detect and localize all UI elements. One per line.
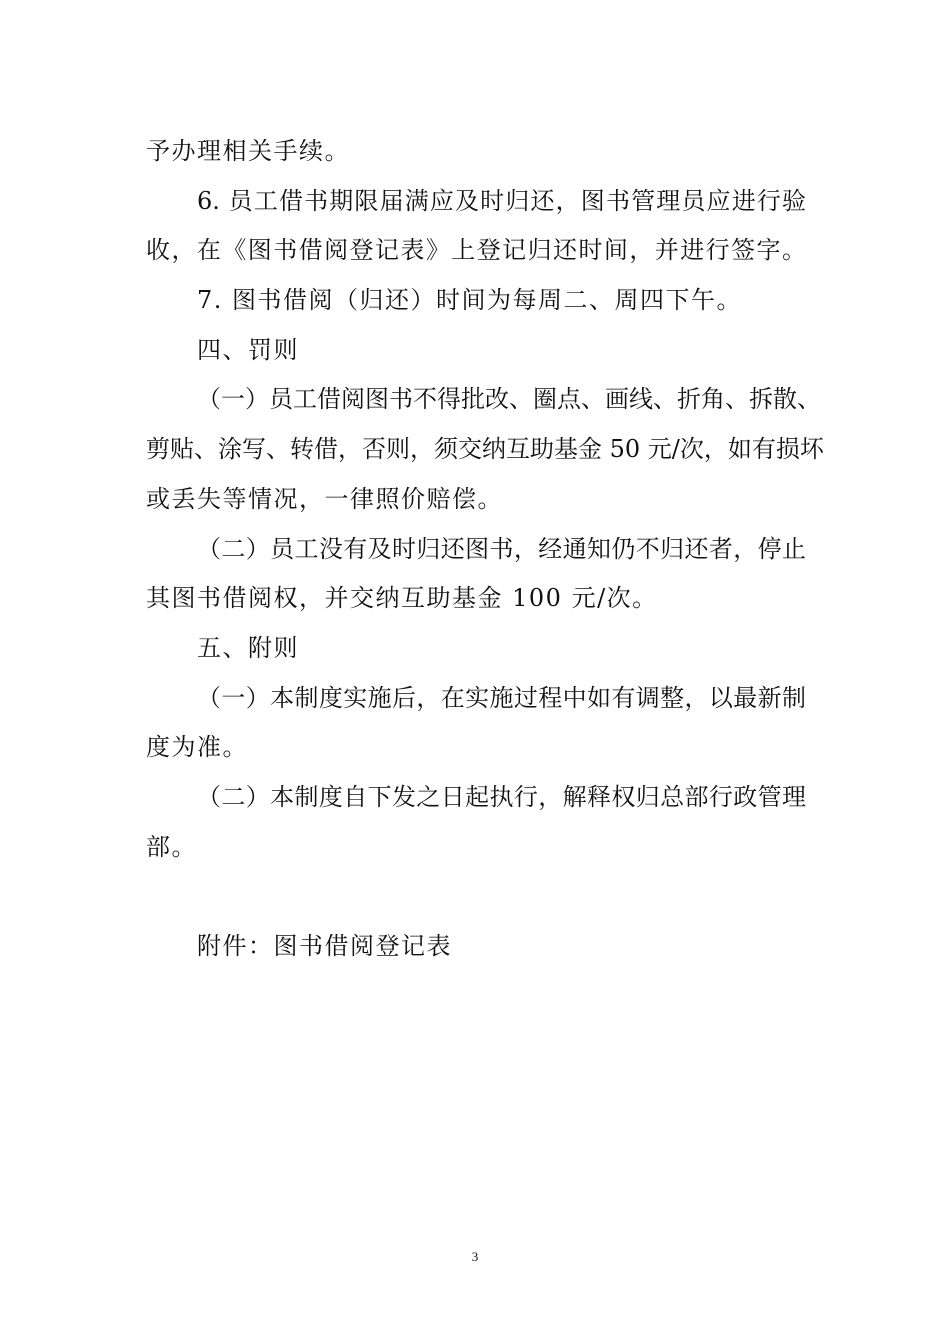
paragraph-continuation: 予办理相关手续。	[146, 137, 350, 165]
section-4-item-2-line-2: 其图书借阅权，并交纳互助基金 100 元/次。	[146, 584, 658, 612]
section-4-item-1-line-3: 或丢失等情况，一律照价赔偿。	[146, 485, 503, 513]
page-number: 3	[471, 1249, 479, 1264]
attachment-note: 附件：图书借阅登记表	[197, 932, 452, 960]
section-4-item-2-line-1: （二）员工没有及时归还图书，经通知仍不归还者，停止	[197, 535, 806, 563]
section-5-item-2-line-1: （二）本制度自下发之日起执行，解释权归总部行政管理	[197, 783, 806, 811]
section-4-item-1-line-2: 剪贴、涂写、转借，否则，须交纳互助基金 50 元/次，如有损坏	[146, 435, 824, 463]
clause-7: 7. 图书借阅（归还）时间为每周二、周四下午。	[197, 286, 743, 314]
clause-6-line-2: 收，在《图书借阅登记表》上登记归还时间，并进行签字。	[146, 236, 806, 264]
clause-6-line-1: 6. 员工借书期限届满应及时归还，图书管理员应进行验	[197, 187, 806, 215]
section-5-item-1-line-1: （一）本制度实施后，在实施过程中如有调整，以最新制	[197, 684, 806, 712]
section-5-heading: 五、附则	[197, 634, 299, 662]
section-4-heading: 四、罚则	[197, 336, 299, 364]
section-4-item-1-line-1: （一）员工借阅图书不得批改、圈点、画线、折角、拆散、	[197, 385, 821, 413]
section-5-item-1-line-2: 度为准。	[146, 733, 248, 761]
section-5-item-2-line-2: 部。	[146, 833, 197, 861]
